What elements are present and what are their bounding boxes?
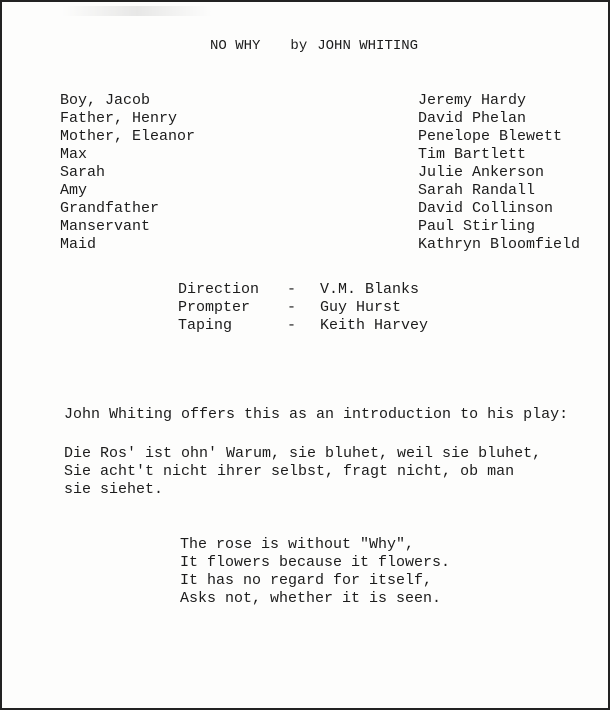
cast-role: Amy — [60, 182, 88, 199]
cast-actor: Kathryn Bloomfield — [418, 236, 581, 253]
play-name: NO WHY — [210, 38, 261, 54]
cast-actor: Sarah Randall — [418, 182, 536, 199]
credit-dash: - — [287, 299, 297, 316]
cast-actor: Julie Ankerson — [418, 164, 545, 181]
german-quote — [64, 445, 541, 499]
author-name: JOHN WHITING — [317, 38, 419, 54]
cast-role: Max — [60, 146, 88, 163]
cast-actor: David Phelan — [418, 110, 527, 127]
quote-line: Sie acht't nicht ihrer selbst, fragt nicht, ob man — [64, 463, 515, 480]
cast-actor: Paul Stirling — [418, 218, 536, 235]
cast-role: Maid — [60, 236, 97, 253]
play-title — [210, 37, 418, 55]
translation-line: It flowers because it flowers. — [180, 554, 451, 571]
quote-line: sie siehet. — [64, 481, 164, 498]
scan-smudge — [62, 6, 212, 16]
cast-roles-list — [60, 92, 195, 254]
credit-name: Keith Harvey — [320, 317, 429, 334]
cast-role: Boy, Jacob — [60, 92, 151, 109]
credit-dash: - — [287, 281, 297, 298]
translation-line: Asks not, whether it is seen. — [180, 590, 442, 607]
credit-name: V.M. Blanks — [320, 281, 420, 298]
credit-role: Prompter — [178, 299, 251, 316]
translation-line: It has no regard for itself, — [180, 572, 433, 589]
credit-role: Direction — [178, 281, 260, 298]
credit-dash: - — [287, 317, 297, 334]
cast-actors-list — [418, 92, 580, 254]
cast-role: Father, Henry — [60, 110, 178, 127]
credit-name: Guy Hurst — [320, 299, 402, 316]
cast-role: Manservant — [60, 218, 151, 235]
quote-line: Die Ros' ist ohn' Warum, sie bluhet, weil sie bluhet, — [64, 445, 542, 462]
cast-actor: Jeremy Hardy — [418, 92, 527, 109]
intro-text: John Whiting offers this as an introduction to his play: — [64, 406, 569, 423]
english-translation — [180, 536, 450, 608]
cast-role: Sarah — [60, 164, 106, 181]
cast-actor: Tim Bartlett — [418, 146, 527, 163]
translation-line: The rose is without "Why", — [180, 536, 415, 553]
title-by: by — [290, 38, 308, 54]
credit-role: Taping — [178, 317, 233, 334]
cast-role: Mother, Eleanor — [60, 128, 196, 145]
cast-actor: Penelope Blewett — [418, 128, 563, 145]
cast-actor: David Collinson — [418, 200, 554, 217]
cast-role: Grandfather — [60, 200, 160, 217]
